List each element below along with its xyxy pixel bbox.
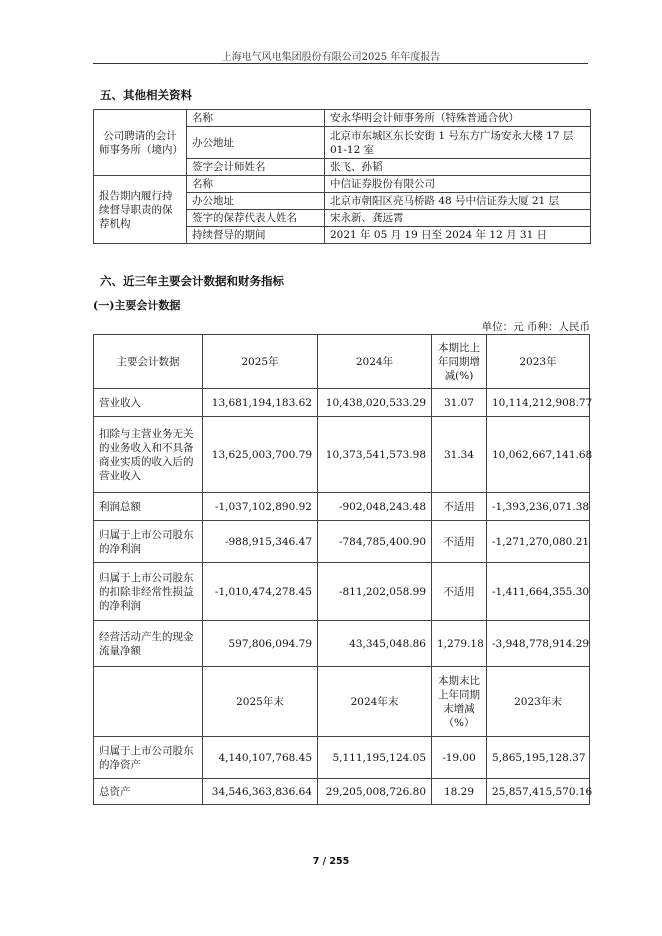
auditor-label: 公司聘请的会计师事务所（境内） [94,110,187,176]
change-cell: 18.29 [432,779,487,805]
row-value: 张飞、孙韬 [325,159,591,176]
agency-info-table [93,109,591,244]
header-cell: 本期末比上年同期末增减（%） [432,667,487,737]
change-cell: 31.07 [432,389,487,417]
table-row [94,110,591,127]
section-title-other-info: 五、其他相关资料 [100,88,192,102]
value-cell: 10,438,020,533.29 [318,389,432,417]
row-label: 归属于上市公司股东的扣除非经常性损益的净利润 [94,563,203,621]
row-label: 利润总额 [94,493,203,521]
table-row [94,737,590,779]
row-value: 安永华明会计师事务所（特殊普通合伙） [325,110,591,127]
table-row [94,176,591,193]
change-cell: 不适用 [432,563,487,621]
row-label: 经营活动产生的现金流量净额 [94,621,203,667]
report-header: 上海电气风电集团股份有限公司2025 年年度报告 [221,52,441,63]
value-cell: -3,948,778,914.29 [487,621,590,667]
change-cell: 1,279.18 [432,621,487,667]
value-cell: 29,205,008,726.80 [318,779,432,805]
change-cell: 不适用 [432,521,487,563]
row-value: 中信证券股份有限公司 [325,176,591,193]
value-cell: 10,114,212,908.77 [487,389,590,417]
table-header-row [94,667,590,737]
row-value: 2021 年 05 月 19 日至 2024 年 12 月 31 日 [325,227,591,244]
value-cell: 43,345,048.86 [318,621,432,667]
change-cell: 31.34 [432,417,487,493]
header-rule [93,63,588,64]
header-cell: 2023年末 [487,667,590,737]
row-key: 签字的保荐代表人姓名 [187,210,325,227]
row-value: 北京市东城区东长安街 1 号东方广场安永大楼 17 层 01-12 室 [325,127,591,159]
row-label: 归属于上市公司股东的净利润 [94,521,203,563]
change-cell: 不适用 [432,493,487,521]
table-header-row [94,335,590,389]
value-cell: 34,546,363,836.64 [203,779,318,805]
row-key: 持续督导的期间 [187,227,325,244]
table-row [94,417,590,493]
row-key: 办公地址 [187,193,325,210]
table-row [94,521,590,563]
header-cell: 2024年末 [318,667,432,737]
value-cell: -902,048,243.48 [318,493,432,521]
value-cell: 5,111,195,124.05 [318,737,432,779]
row-key: 办公地址 [187,127,325,159]
row-label: 总资产 [94,779,203,805]
page-number: 7 / 255 [312,856,350,867]
table-row [94,389,590,417]
header-cell: 本期比上年同期增减(%) [432,335,487,389]
financial-data-table [93,334,593,805]
value-cell: 13,681,194,183.62 [203,389,318,417]
value-cell: 10,062,667,141.68 [487,417,590,493]
table-row [94,621,590,667]
unit-currency-line: 单位：元 币种：人民币 [481,321,590,333]
table-row [94,779,590,805]
value-cell: 13,625,003,700.79 [203,417,318,493]
value-cell: -784,785,400.90 [318,521,432,563]
value-cell: -1,411,664,355.30 [487,563,590,621]
value-cell: -1,010,474,278.45 [203,563,318,621]
row-label: 归属于上市公司股东的净资产 [94,737,203,779]
row-label: 营业收入 [94,389,203,417]
value-cell: 10,373,541,573.98 [318,417,432,493]
value-cell: -1,037,102,890.92 [203,493,318,521]
table-row [94,563,590,621]
table-row [94,493,590,521]
row-label: 扣除与主营业务无关的业务收入和不具备商业实质的收入后的营业收入 [94,417,203,493]
header-cell: 2025年 [203,335,318,389]
value-cell: -811,202,058.99 [318,563,432,621]
header-cell [94,667,203,737]
header-cell: 2024年 [318,335,432,389]
header-cell: 2025年末 [203,667,318,737]
subsection-title: (一)主要会计数据 [93,299,181,312]
row-key: 名称 [187,110,325,127]
header-cell: 主要会计数据 [94,335,203,389]
sponsor-label: 报告期内履行持续督导职责的保荐机构 [94,176,187,244]
change-cell: -19.00 [432,737,487,779]
value-cell: 25,857,415,570.16 [487,779,590,805]
row-key: 签字会计师姓名 [187,159,325,176]
section-title-financial: 六、近三年主要会计数据和财务指标 [100,274,284,288]
value-cell: -1,271,270,080.21 [487,521,590,563]
value-cell: -1,393,236,071.38 [487,493,590,521]
row-value: 北京市朝阳区亮马桥路 48 号中信证券大厦 21 层 [325,193,591,210]
value-cell: -988,915,346.47 [203,521,318,563]
value-cell: 597,806,094.79 [203,621,318,667]
header-cell: 2023年 [487,335,590,389]
row-value: 宋永新、龚远霄 [325,210,591,227]
row-key: 名称 [187,176,325,193]
value-cell: 4,140,107,768.45 [203,737,318,779]
value-cell: 5,865,195,128.37 [487,737,590,779]
